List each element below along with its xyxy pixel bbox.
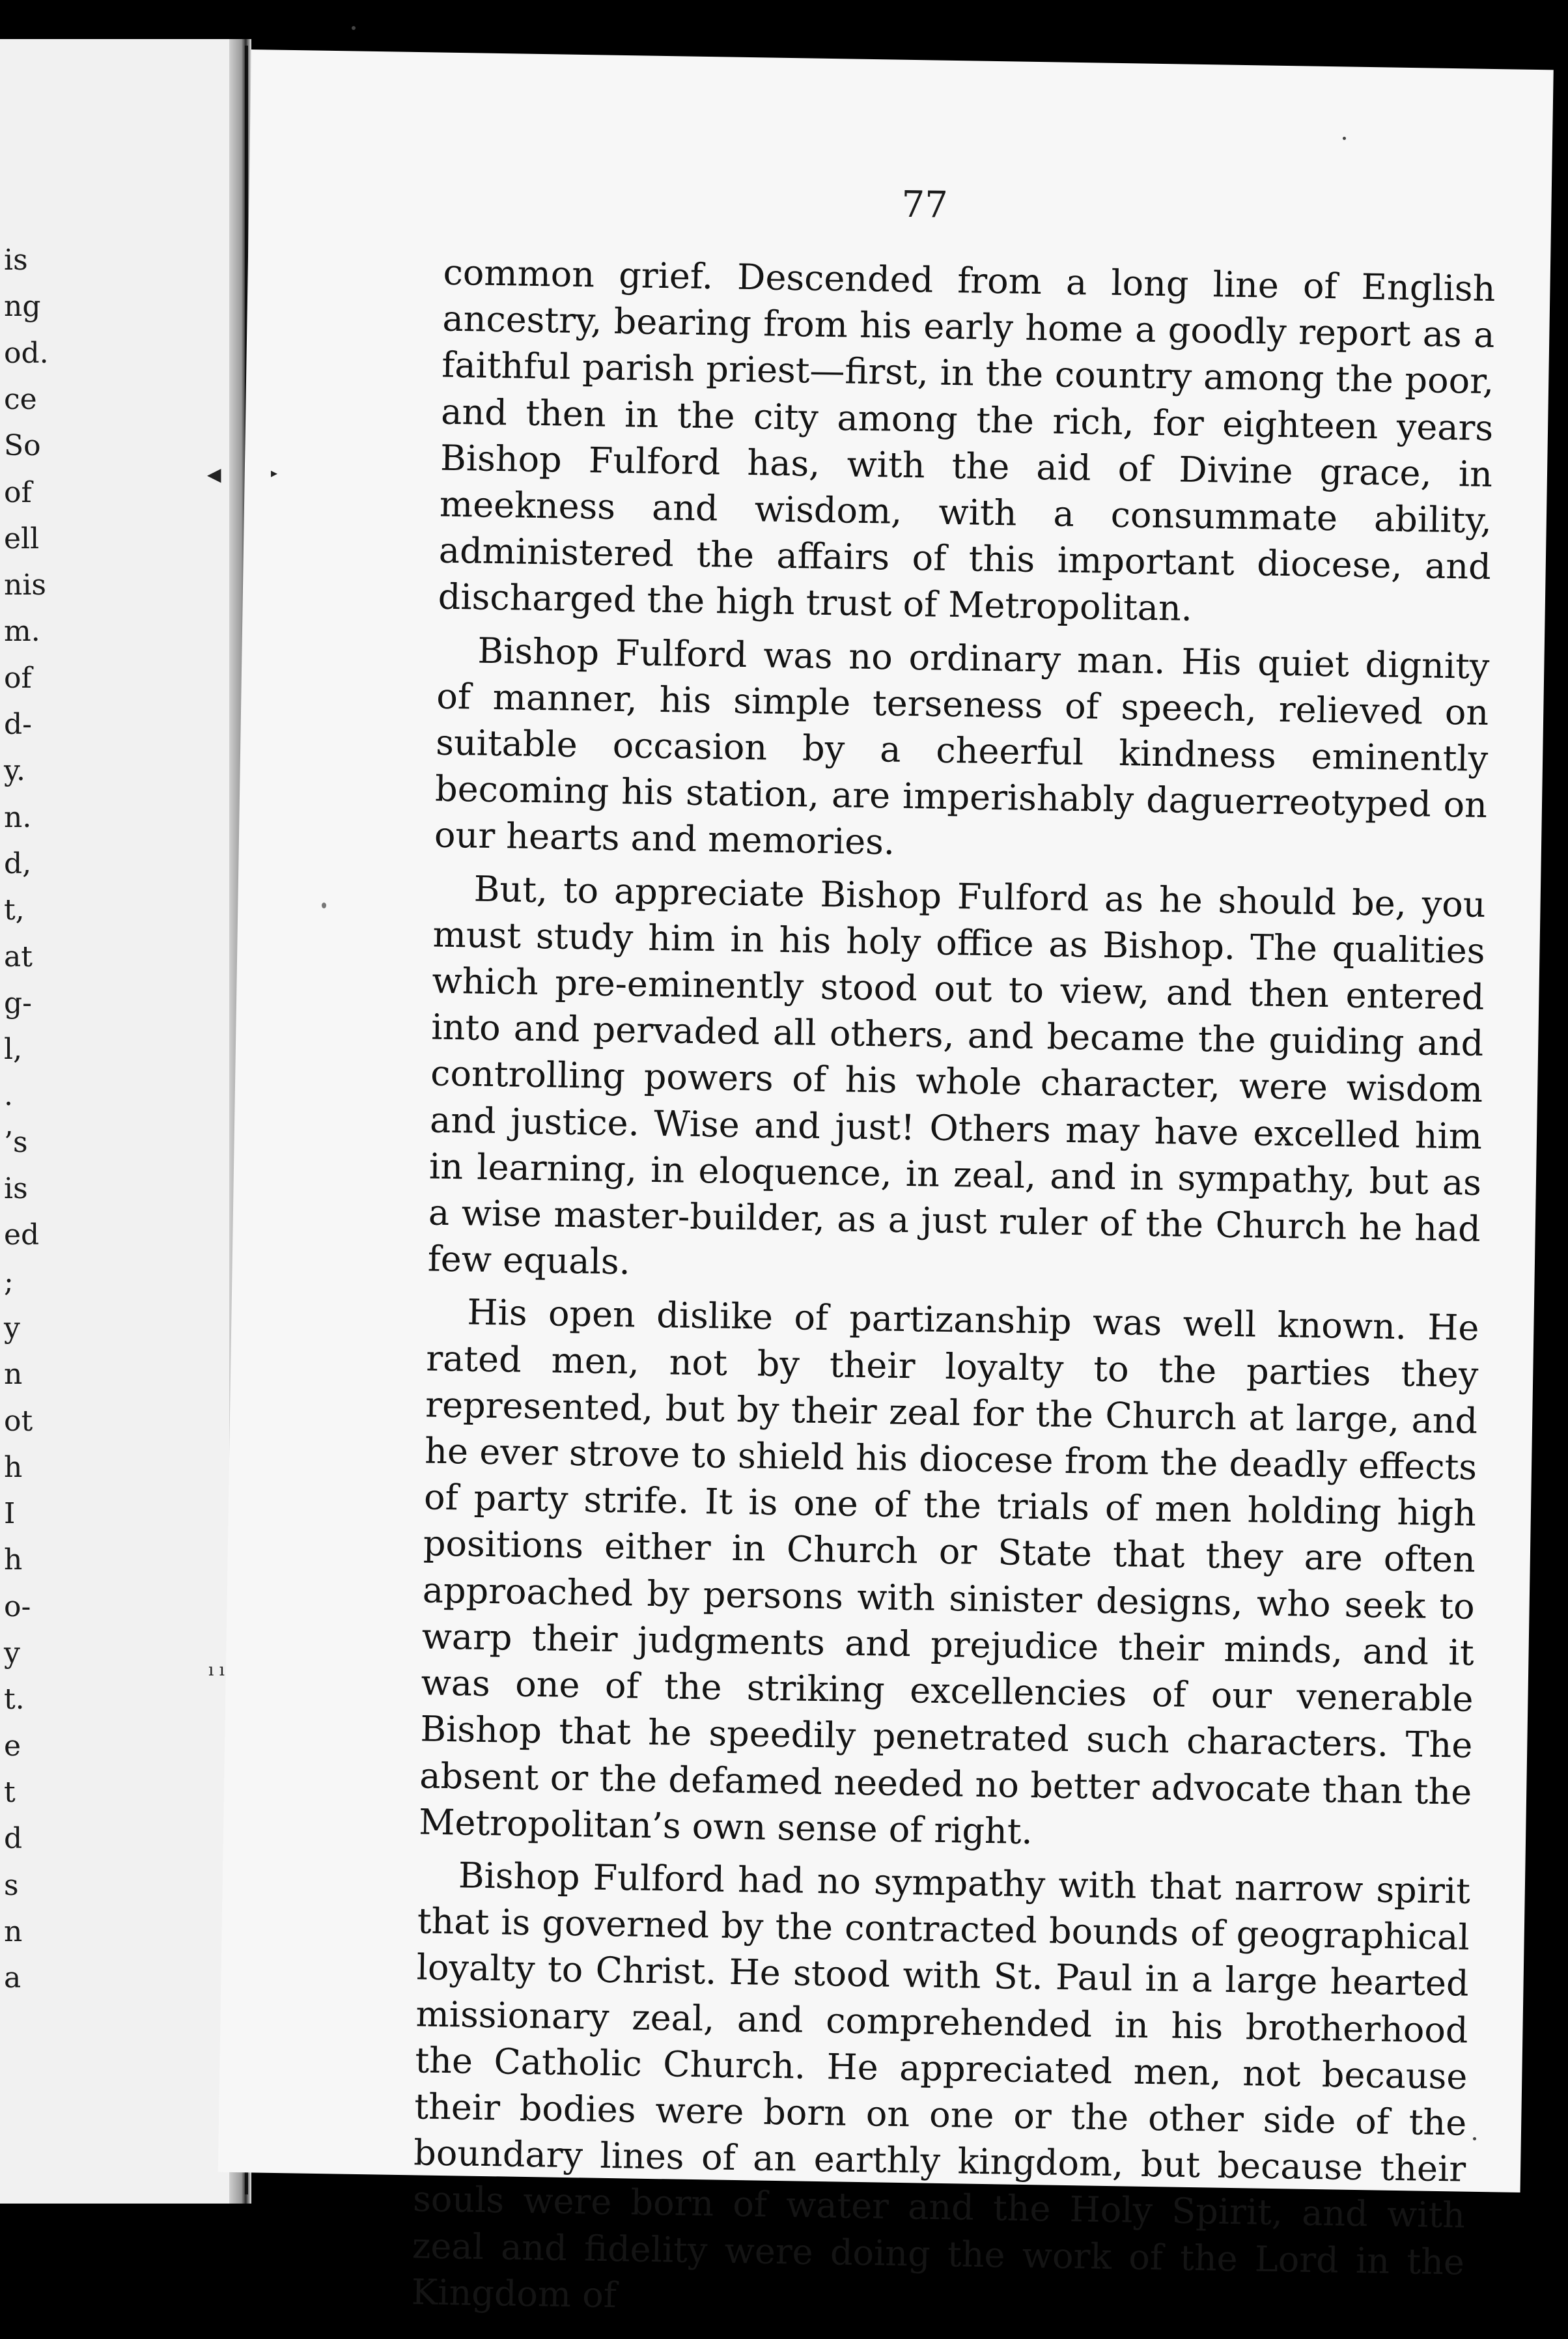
- left-page-line-fragment: y: [4, 1311, 20, 1345]
- left-page-line-fragment: m.: [4, 615, 40, 649]
- left-page-line-fragment: l,: [4, 1033, 23, 1067]
- left-page-line-fragment: o-: [4, 1590, 31, 1623]
- left-page-line-fragment: h: [4, 1543, 23, 1577]
- left-page-line-fragment: n: [4, 1914, 23, 1948]
- paragraph-4: His open dislike of partizanship was well known. He rated men, not by their loyalty to the parties they represented, but by their zeal for the Church at large, and he ever strove to shield his diocese from the deadly effects of party strife. It is one of the trials of men holding high positions either in Church or State that they are often approached by persons with sinister designs, who seek to warp their judgments and prejudice their minds, and it was one of the striking excellencies of our venerable Bishop that he speedily penetrated such characters. The absent or the defamed needed no better advocate than the Metropolitan’s own sense of right.: [418, 1291, 1479, 1852]
- left-page-line-fragment: s: [4, 1868, 19, 1902]
- dust-speck: [322, 903, 326, 908]
- left-page-line-fragment: a: [4, 1961, 21, 1995]
- body-text: [411, 249, 1496, 2338]
- left-page-line-fragment: n.: [4, 800, 32, 834]
- left-page-line-fragment: od.: [4, 336, 49, 370]
- left-page-line-fragment: .: [4, 1079, 13, 1113]
- dust-speck: [1343, 137, 1346, 140]
- dust-speck: [1473, 2137, 1476, 2140]
- left-page-line-fragment: ;: [4, 1265, 14, 1298]
- margin-tick: ı ı: [208, 1660, 225, 1680]
- left-page-line-fragment: h: [4, 1450, 23, 1484]
- left-page-line-fragment: t.: [4, 1683, 25, 1716]
- left-page-line-fragment: ed: [4, 1218, 40, 1252]
- paragraph-5: Bishop Fulford had no sympathy with that narrow spirit that is governed by the contracted bounds of geographical loyalty to Christ. He stood with St. Paul in a large hearted missionary zeal, and comprehended in his brotherhood the Catholic Church. He appreciated men, not because their bodies were born on one or the other side of the boundary lines of an earthly kingdom, but because their souls were born of water and the Holy Spirit, and with zeal and fidelity were doing the work of the Lord in the Kingdom of: [411, 1855, 1471, 2316]
- left-page-line-fragment: n: [4, 1358, 23, 1392]
- main-page: [218, 49, 1554, 2316]
- left-page-line-fragment: ell: [4, 522, 40, 555]
- page-number: 77: [901, 183, 949, 227]
- left-page-line-fragment: y: [4, 1636, 20, 1670]
- left-page-line-fragment: I: [4, 1497, 16, 1531]
- left-page-line-fragment: y.: [4, 754, 25, 788]
- paragraph-1: common grief. Descended from a long line of English ancestry, bearing from his early home a goodly report as a faithful parish priest—first, in the country among the poor, and then in the city among the rich, for eighteen years Bishop Fulford has, with the aid of Divine grace, in meekness and wisdom, with a consummate ability, administered the affairs of this important diocese, and discharged the high trust of Metropolitan.: [438, 251, 1496, 630]
- left-page-fragment: [0, 39, 247, 2204]
- left-page-line-fragment: ce: [4, 382, 37, 416]
- left-page-line-fragment: d,: [4, 847, 32, 880]
- margin-arrow-right: ▸: [271, 465, 278, 481]
- left-page-line-fragment: nis: [4, 568, 46, 602]
- left-page-line-fragment: of: [4, 475, 32, 509]
- paragraph-3: But, to appreciate Bishop Fulford as he should be, you must study him in his holy office as Bishop. The qualities which pre-eminently stood out to view, and then entered into and pervaded all others, and became the guiding and controlling powers of his whole character, were wisdom and justice. Wise and just! Others may have excelled him in learning, in eloquence, in zeal, and in sympathy, but as a wise master-builder, as a just ruler of the Church he had few equals.: [427, 868, 1487, 1283]
- left-page-line-fragment: d: [4, 1822, 23, 1856]
- left-page-line-fragment: g-: [4, 986, 33, 1020]
- left-page-line-fragment: is: [4, 244, 28, 277]
- left-page-line-fragment: ’s: [4, 1125, 28, 1159]
- dust-speck: [352, 26, 356, 30]
- left-page-line-fragment: of: [4, 661, 32, 695]
- left-page-line-fragment: at: [4, 940, 33, 973]
- margin-arrow-left: ◀: [207, 464, 221, 485]
- left-page-line-fragment: ot: [4, 1404, 33, 1438]
- left-page-line-fragment: So: [4, 429, 41, 463]
- left-page-line-fragment: e: [4, 1729, 21, 1763]
- left-page-line-fragment: t: [4, 1775, 16, 1809]
- left-page-line-fragment: d-: [4, 708, 33, 741]
- left-page-line-fragment: ng: [4, 290, 41, 324]
- paragraph-2: Bishop Fulford was no ordinary man. His quiet dignity of manner, his simple terseness of speech, relieved on suitable occasion by a cheerful kindness eminently becoming his station, are imperishably daguerreotyped on our hearts and memories.: [434, 630, 1490, 863]
- left-page-line-fragment: t,: [4, 893, 25, 927]
- left-page-line-fragment: is: [4, 1172, 28, 1205]
